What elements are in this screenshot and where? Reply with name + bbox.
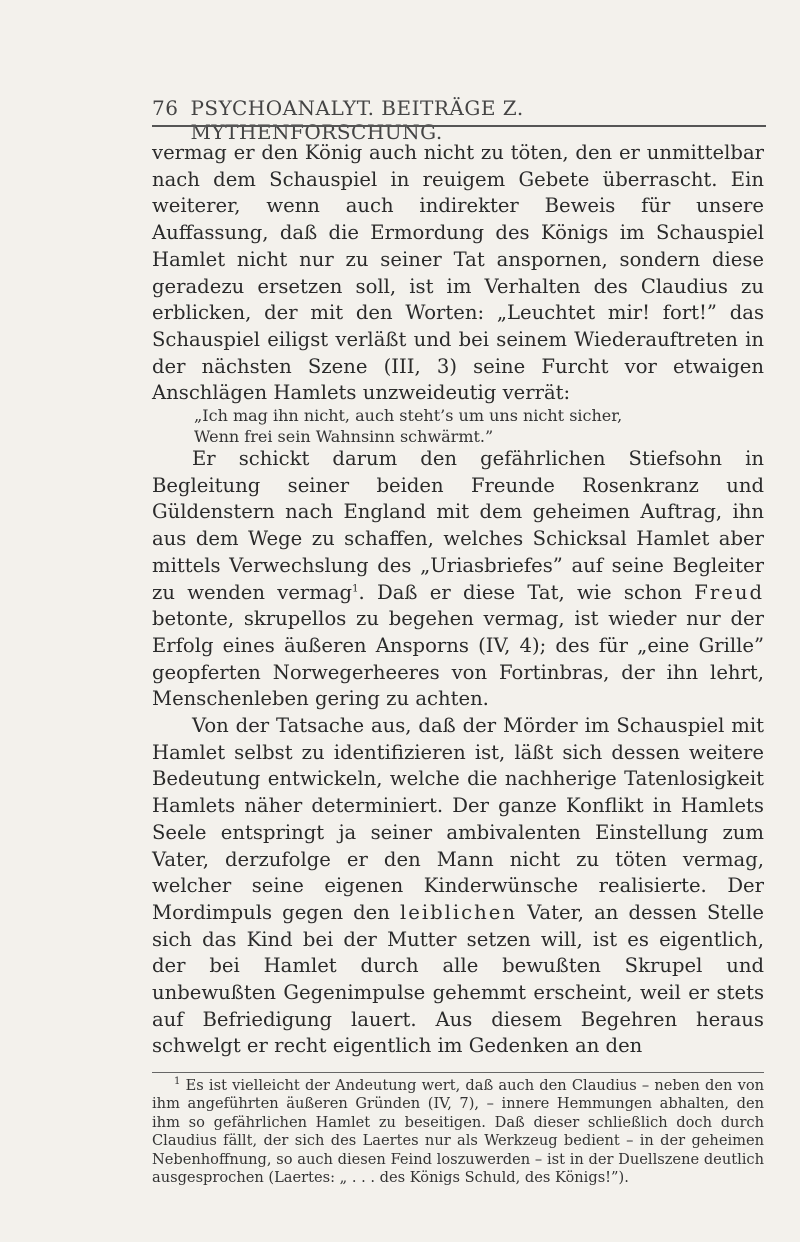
paragraph-3 (152, 713, 764, 1060)
footnote-reference[interactable]: 1 (352, 582, 359, 594)
paragraph-2-part-1: Er schickt darum den gefährlichen Stiefsohn in Begleitung seiner beiden Freunde Rosenkranz und Güldenstern nach England mit dem geheimen Auftrag, ihn aus dem Wege zu schaffen, welches Schicksal Hamlet aber mittels Verwechslung des „Uriasbriefes” auf seine Begleiter zu wenden vermag (152, 447, 764, 604)
paragraph-2 (152, 446, 764, 713)
footnote-text: Es ist vielleicht der Andeutung wert, daß auch den Claudius – neben den von ihm angeführten äußeren Gründen (IV, 7), – innere Hemmungen abhalten, den ihm so gefährlichen Hamlet zu beseitigen. Daß dieser schließlich doch durch Claudius fällt, der sich des Laertes nur als Werkzeug bedient – in der geheimen Nebenhoffnung, so auch diesen Feind loszuwerden – ist in der Duellszene deutlich ausgesprochen (Laertes: „ . . . des Königs Schuld, des Königs!”). (152, 1077, 764, 1187)
verse-quote (194, 405, 754, 447)
footnote (152, 1077, 764, 1187)
author-name-freud: Freud (694, 580, 765, 604)
running-title: PSYCHOANALYT. BEITRÄGE Z. MYTHENFORSCHUNG. (190, 96, 524, 144)
paragraph-2-part-2: . Daß er diese Tat, wie schon (358, 580, 682, 604)
quote-line-2: Wenn frei sein Wahnsinn schwärmt.” (194, 427, 494, 446)
paragraph-1 (152, 140, 764, 407)
emphasis-leiblichen: leiblichen (399, 900, 517, 924)
footnote-rule (152, 1072, 764, 1073)
paragraph-2-part-3: betonte, skrupellos zu begehen vermag, ist wieder nur der Erfolg eines äußeren Ansporns (IV, 4); des für „eine Grille” geopferten Norwegerheeres von Fortinbras, der ihn lehrt, Menschenleben gering zu achten. (152, 607, 764, 711)
quote-line-1: „Ich mag ihn nicht, auch steht’s um uns nicht sicher, (194, 406, 623, 425)
footnote-marker: 1 (174, 1076, 181, 1088)
main-text-continued (152, 446, 764, 1060)
header-rule (152, 125, 766, 127)
page-number: 76 (152, 96, 179, 120)
paragraph-3-part-2: Vater, an dessen Stelle sich das Kind bei der Mutter setzen will, ist es eigentlich, der bei Hamlet durch alle bewußten Skrupel und unbewußten Gegenimpulse gehemmt erscheint, weil er stets auf Befriedigung lauert. Aus diesem Begehren heraus schwelgt er recht eigentlich im Gedenken an den (152, 900, 764, 1058)
paragraph-3-part-1: Von der Tatsache aus, daß der Mörder im Schauspiel mit Hamlet selbst zu identifizieren ist, läßt sich dessen weitere Bedeutung entwickeln, welche die nachherige Tatenlosigkeit Hamlets näher determiniert. Der ganze Konflikt in Hamlets Seele entspringt ja seiner ambivalenten Einstellung zum Vater, derzufolge er den Mann nicht zu töten vermag, welcher seine eigenen Kinderwünsche realisierte. Der Mordimpuls gegen den (152, 714, 764, 924)
paragraph-1-text: vermag er den König auch nicht zu töten, den er unmittelbar nach dem Schauspiel in reuigem Gebete überrascht. Ein weiterer, wenn auch indirekter Beweis für unsere Auffassung, daß die Ermordung des Königs im Schauspiel Hamlet nicht nur zu seiner Tat anspornen, sondern diese geradezu ersetzen soll, ist im Verhalten des Claudius zu erblicken, der mit den Worten: „Leuchtet mir! fort!” das Schauspiel eiligst verläßt und bei seinem Wiederauftreten in der nächsten Szene (III, 3) seine Furcht vor etwaigen Anschlägen Hamlets unzweideutig verrät: (152, 141, 764, 405)
running-head (152, 96, 764, 144)
